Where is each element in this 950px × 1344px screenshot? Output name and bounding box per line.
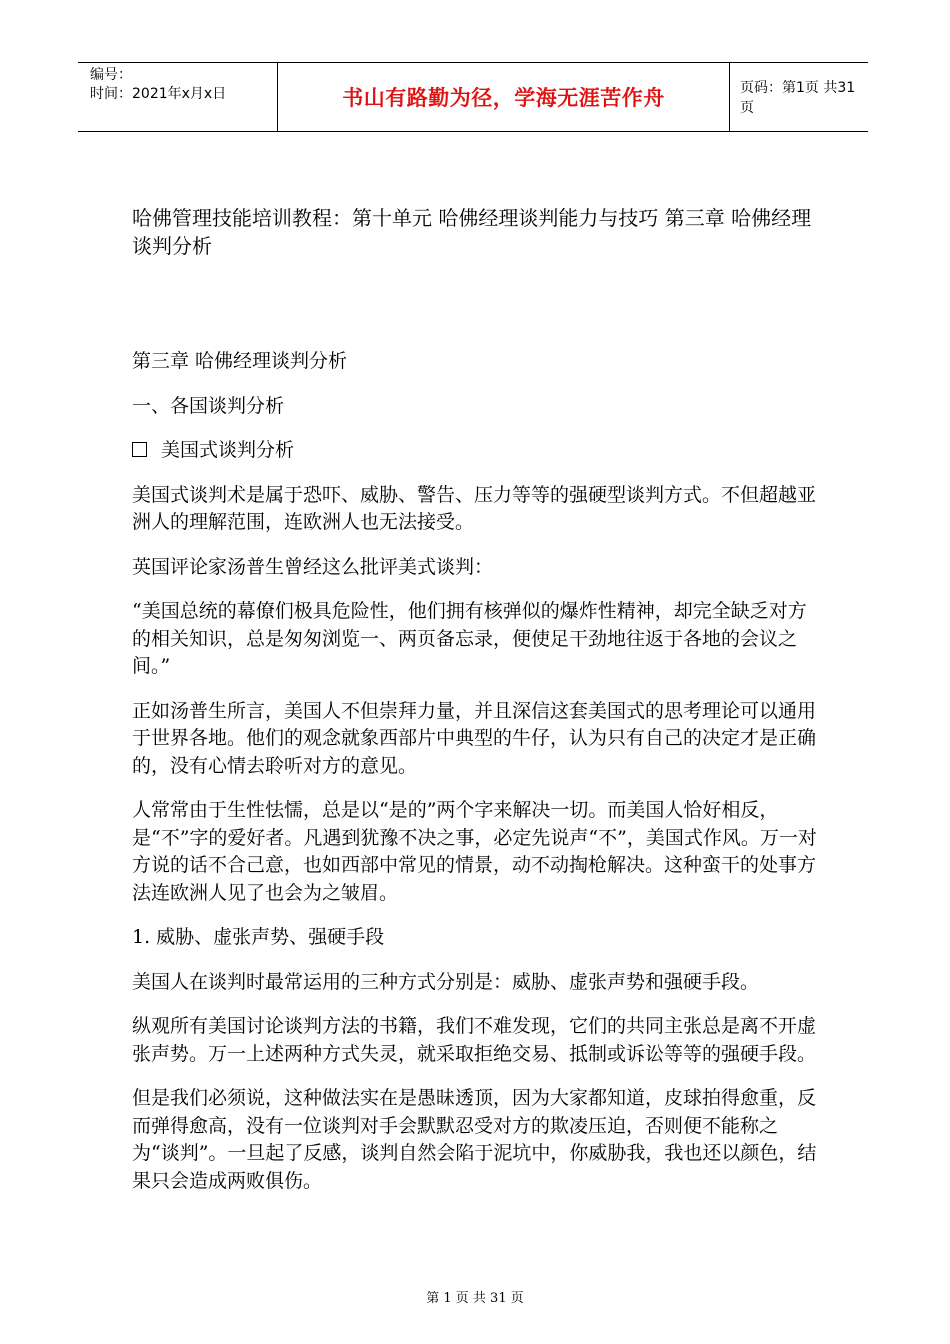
section-heading: 一、各国谈判分析 — [132, 394, 285, 417]
document-body — [132, 204, 822, 1195]
motto-text: 书山有路勤为径，学海无涯苦作舟 — [342, 86, 665, 110]
paragraph: 美国人在谈判时最常运用的三种方式分别是：威胁、虚张声势和强硬手段。 — [132, 970, 760, 993]
page-footer: 第 1 页 共 31 页 — [426, 1291, 524, 1306]
chapter-heading: 第三章 哈佛经理谈判分析 — [132, 350, 348, 372]
subsection-label: 美国式谈判分析 — [161, 439, 295, 461]
header-motto-cell — [278, 63, 730, 131]
item-heading: 1. 威胁、虚张声势、强硬手段 — [132, 926, 385, 948]
header-meta — [78, 63, 278, 131]
paragraph: 人常常由于生性怯懦，总是以“是的”两个字来解决一切。而美国人恰好相反，是“不”字的爱好者。凡遇到犹豫不决之事，必定先说声“不”，美国式作风。万一对方说的话不合己意，也如西部中常见的情景，动不动掏枪解决。这种蛮干的处事方法连欧洲人见了也会为之皱眉。 — [132, 799, 817, 904]
paragraph: 英国评论家汤普生曾经这么批评美式谈判： — [132, 555, 494, 578]
page-header — [78, 62, 868, 132]
subsection-heading — [132, 437, 822, 465]
serial-number-label: 编号： — [90, 67, 132, 83]
paragraph: 美国式谈判术是属于恐吓、威胁、警告、压力等等的强硬型谈判方式。不但超越亚洲人的理解范围，连欧洲人也无法接受。 — [132, 483, 817, 533]
paragraph: 纵观所有美国讨论谈判方法的书籍，我们不难发现，它们的共同主张总是离不开虚张声势。万一上述两种方式失灵，就采取拒绝交易、抵制或诉讼等等的强硬手段。 — [132, 1015, 817, 1065]
checkbox-icon — [132, 442, 147, 457]
header-page-label: 页码：第1页 共31页 — [740, 80, 856, 116]
header-page-cell — [730, 63, 868, 131]
document-title: 哈佛管理技能培训教程：第十单元 哈佛经理谈判能力与技巧 第三章 哈佛经理谈判分析 — [132, 206, 812, 258]
time-label: 时间：2021年x月x日 — [90, 86, 227, 102]
quote-paragraph: “美国总统的幕僚们极具危险性，他们拥有核弹似的爆炸性精神，却完全缺乏对方的相关知识，总是匆匆浏览一、两页备忘录，便使足干劲地往返于各地的会议之间。” — [132, 600, 807, 677]
paragraph: 正如汤普生所言，美国人不但崇拜力量，并且深信这套美国式的思考理论可以通用于世界各地。他们的观念就象西部片中典型的牛仔，认为只有自己的决定才是正确的，没有心情去聆听对方的意见。 — [132, 699, 817, 777]
paragraph: 但是我们必须说，这种做法实在是愚昧透顶，因为大家都知道，皮球拍得愈重，反而弹得愈高，没有一位谈判对手会默默忍受对方的欺凌压迫，否则便不能称之为“谈判”。一旦起了反感，谈判自然会陷于泥坑中，你威胁我，我也还以颜色，结果只会造成两败俱伤。 — [132, 1087, 817, 1192]
